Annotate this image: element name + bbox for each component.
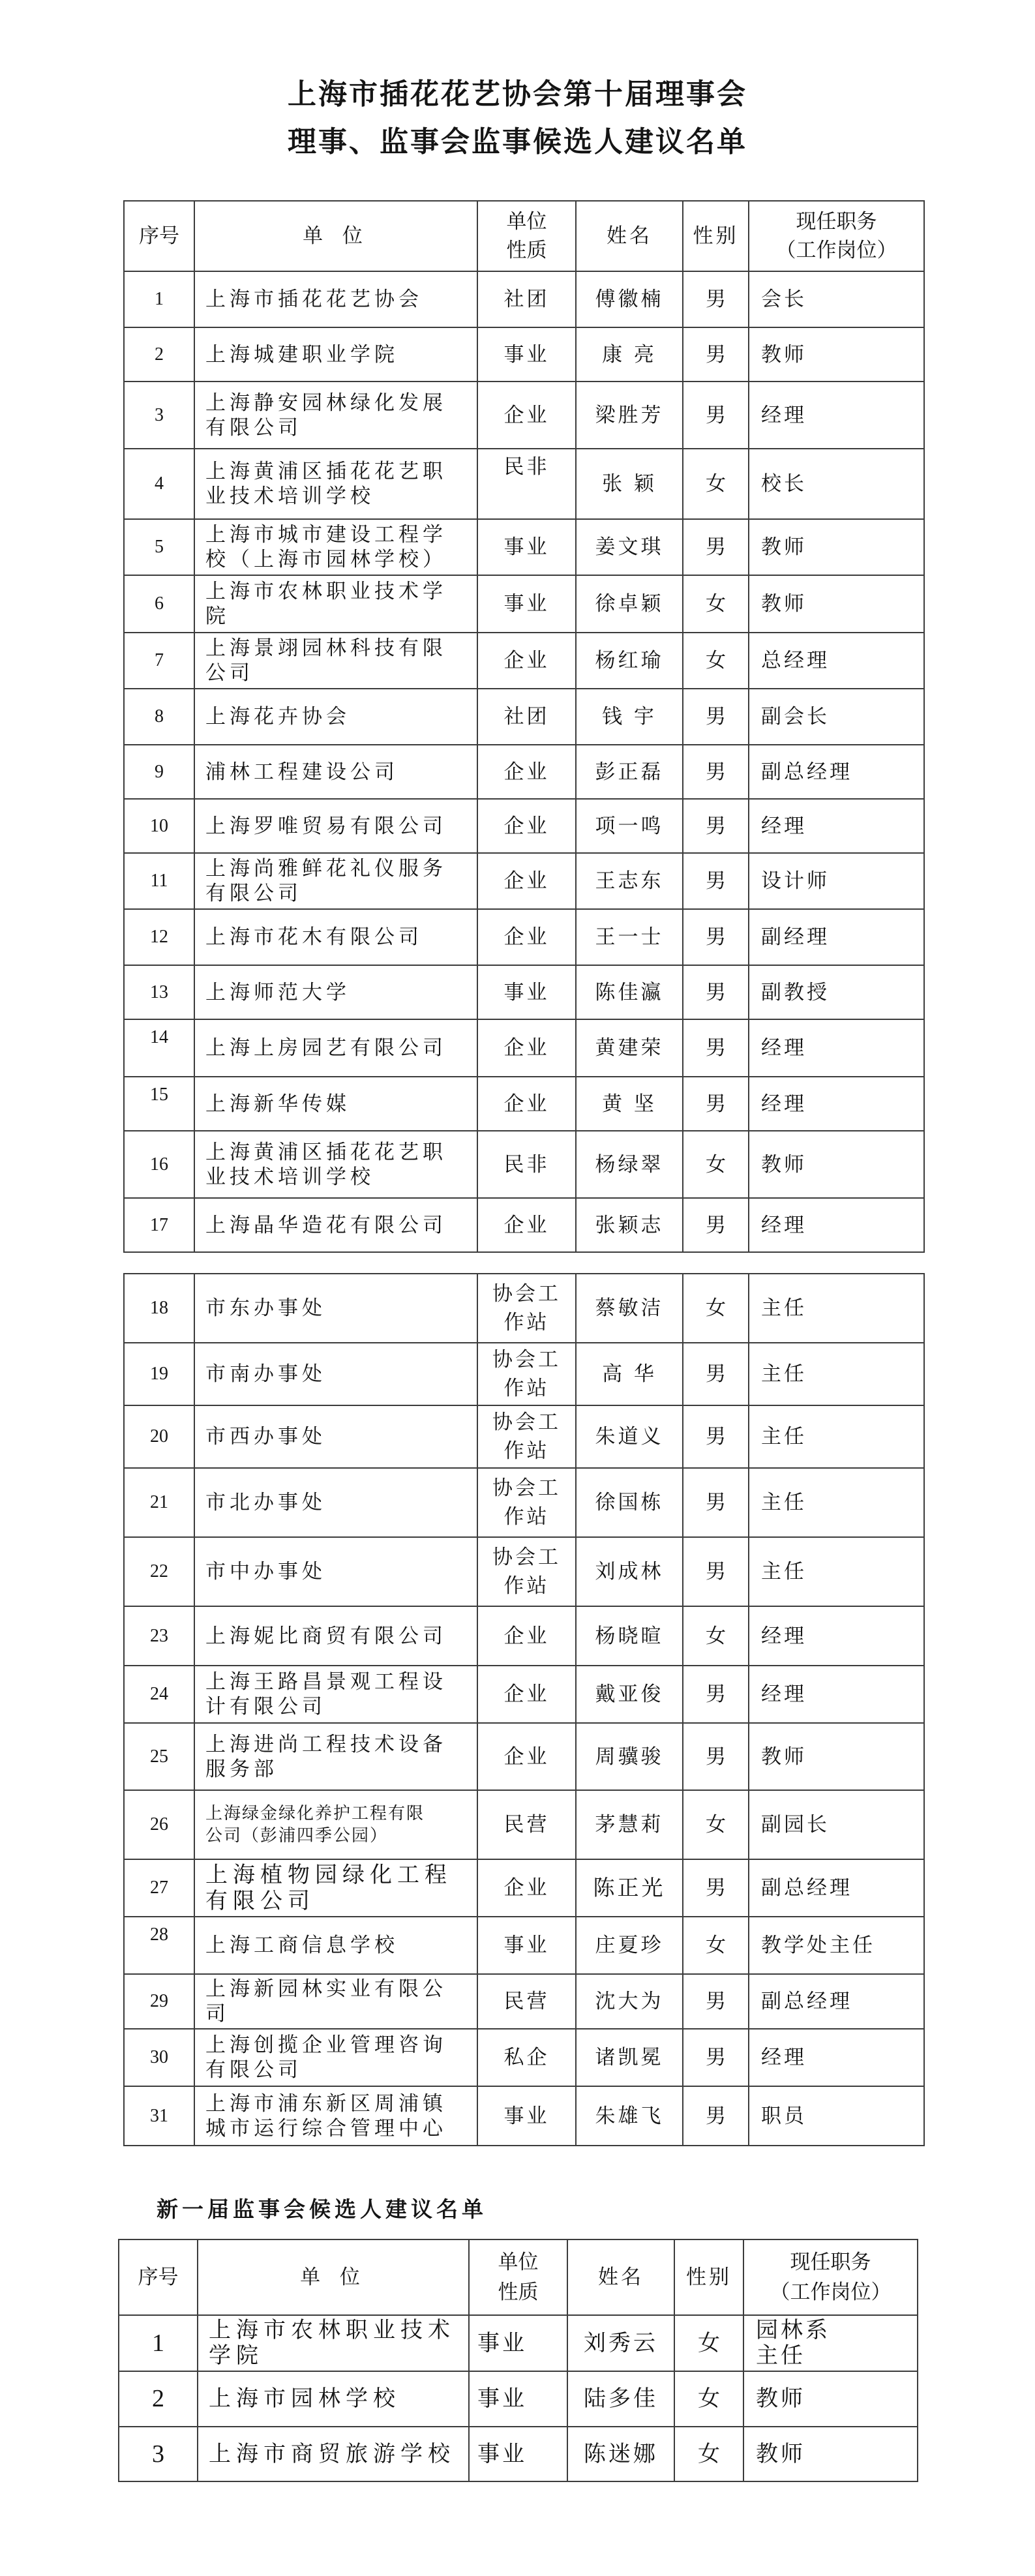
cell-unit: 市西办事处 (194, 1405, 477, 1468)
table-row (124, 1343, 924, 1405)
cell-unit: 市东办事处 (194, 1274, 477, 1343)
header-row (124, 201, 924, 271)
cell-unit: 上海市浦东新区周浦镇 城市运行综合管理中心 (194, 2086, 477, 2146)
cell-unit: 上海城建职业学院 (194, 327, 477, 382)
table-row (124, 2086, 924, 2146)
cell-position: 教师 (749, 327, 924, 382)
cell-gender: 女 (683, 1131, 749, 1198)
cell-index: 28 (124, 1917, 194, 1974)
cell-name: 彭正磊 (576, 745, 683, 799)
cell-unit-nature: 民非 (477, 1131, 576, 1198)
cell-index: 13 (124, 965, 194, 1019)
cell-unit: 上海市城市建设工程学 校（上海市园林学校） (194, 519, 477, 575)
cell-position: 总经理 (749, 633, 924, 689)
cell-unit: 上海新园林实业有限公 司 (194, 1974, 477, 2029)
cell-position: 经理 (749, 1606, 924, 1666)
header-index: 序号 (119, 2239, 198, 2315)
table-row (124, 1666, 924, 1723)
cell-gender: 男 (683, 1666, 749, 1723)
header-position: 现任职务 （工作岗位） (743, 2239, 918, 2315)
cell-name: 梁胜芳 (576, 382, 683, 449)
cell-position: 设计师 (749, 853, 924, 909)
cell-unit-nature: 企业 (477, 1723, 576, 1790)
table-row (124, 327, 924, 382)
table-row (124, 1077, 924, 1131)
cell-unit: 上海市农林职业技术 学院 (198, 2315, 469, 2371)
cell-unit-nature: 协会工 作站 (477, 1537, 576, 1606)
cell-unit: 上海景翊园林科技有限 公司 (194, 633, 477, 689)
cell-unit-nature: 事业 (477, 327, 576, 382)
cell-unit-nature: 民营 (477, 1790, 576, 1859)
cell-index: 8 (124, 689, 194, 745)
cell-position: 教师 (743, 2371, 918, 2427)
cell-gender: 男 (683, 799, 749, 853)
cell-unit-nature: 企业 (477, 853, 576, 909)
cell-name: 茅慧莉 (576, 1790, 683, 1859)
cell-index: 17 (124, 1198, 194, 1252)
cell-gender: 男 (683, 1198, 749, 1252)
cell-unit-nature: 私企 (477, 2029, 576, 2086)
cell-index: 2 (119, 2371, 198, 2427)
cell-unit: 上海尚雅鲜花礼仪服务 有限公司 (194, 853, 477, 909)
cell-index: 31 (124, 2086, 194, 2146)
table-row (119, 2371, 918, 2427)
cell-name: 戴亚俊 (576, 1666, 683, 1723)
table-header (124, 201, 924, 271)
cell-position: 教师 (749, 575, 924, 633)
cell-position: 副园长 (749, 1790, 924, 1859)
cell-gender: 男 (683, 1974, 749, 2029)
cell-index: 1 (124, 271, 194, 327)
cell-unit: 上海上房园艺有限公司 (194, 1019, 477, 1077)
cell-gender: 男 (683, 2029, 749, 2086)
supervisor-candidate-table (118, 2239, 918, 2482)
cell-unit: 上海创揽企业管理咨询 有限公司 (194, 2029, 477, 2086)
cell-unit: 上海黄浦区插花花艺职 业技术培训学校 (194, 1131, 477, 1198)
cell-unit: 上海晶华造花有限公司 (194, 1198, 477, 1252)
cell-index: 26 (124, 1790, 194, 1859)
header-index: 序号 (124, 201, 194, 271)
cell-index: 3 (124, 382, 194, 449)
cell-gender: 男 (683, 2086, 749, 2146)
cell-name: 张颖志 (576, 1198, 683, 1252)
table-row (124, 575, 924, 633)
cell-name: 黄建荣 (576, 1019, 683, 1077)
cell-name: 王志东 (576, 853, 683, 909)
cell-unit: 上海市商贸旅游学校 (198, 2427, 469, 2481)
cell-gender: 男 (683, 1468, 749, 1537)
cell-gender: 男 (683, 327, 749, 382)
table-row (124, 1723, 924, 1790)
cell-gender: 男 (683, 1077, 749, 1131)
table-row (124, 1019, 924, 1077)
cell-unit: 上海市园林学校 (198, 2371, 469, 2427)
cell-gender: 男 (683, 745, 749, 799)
cell-position: 经理 (749, 799, 924, 853)
cell-unit: 市北办事处 (194, 1468, 477, 1537)
table-row (124, 909, 924, 965)
cell-unit-nature: 企业 (477, 1859, 576, 1917)
header-row (119, 2239, 918, 2315)
document-title-line2: 理事、监事会监事候选人建议名单 (288, 125, 747, 158)
table-row (124, 965, 924, 1019)
cell-gender: 女 (674, 2371, 743, 2427)
cell-name: 徐卓颖 (576, 575, 683, 633)
cell-unit-nature: 事业 (477, 519, 576, 575)
cell-gender: 女 (683, 1917, 749, 1974)
cell-gender: 男 (683, 689, 749, 745)
header-gender: 性别 (683, 201, 749, 271)
cell-gender: 女 (674, 2315, 743, 2371)
cell-position: 校长 (749, 449, 924, 519)
table-row (124, 271, 924, 327)
cell-gender: 女 (683, 1790, 749, 1859)
cell-unit-nature: 事业 (469, 2427, 567, 2481)
cell-name: 陈迷娜 (567, 2427, 674, 2481)
table-row (124, 1131, 924, 1198)
header-unit: 单 位 (198, 2239, 469, 2315)
cell-index: 2 (124, 327, 194, 382)
cell-index: 12 (124, 909, 194, 965)
cell-name: 钱 宇 (576, 689, 683, 745)
cell-position: 主任 (749, 1468, 924, 1537)
cell-index: 9 (124, 745, 194, 799)
table-row (124, 1606, 924, 1666)
cell-name: 黄 坚 (576, 1077, 683, 1131)
cell-index: 24 (124, 1666, 194, 1723)
cell-unit-nature: 企业 (477, 382, 576, 449)
cell-position: 副教授 (749, 965, 924, 1019)
cell-unit-nature: 企业 (477, 799, 576, 853)
cell-position: 教师 (743, 2427, 918, 2481)
cell-gender: 男 (683, 1405, 749, 1468)
cell-name: 陈佳瀛 (576, 965, 683, 1019)
cell-gender: 女 (674, 2427, 743, 2481)
table-row (124, 1198, 924, 1252)
cell-gender: 女 (683, 449, 749, 519)
cell-index: 16 (124, 1131, 194, 1198)
cell-gender: 男 (683, 909, 749, 965)
cell-unit-nature: 事业 (477, 1917, 576, 1974)
header-name: 姓名 (567, 2239, 674, 2315)
table-row (124, 1859, 924, 1917)
cell-unit-nature: 协会工 作站 (477, 1405, 576, 1468)
cell-unit-nature: 企业 (477, 1666, 576, 1723)
cell-index: 11 (124, 853, 194, 909)
table-row (124, 745, 924, 799)
cell-name: 杨绿翠 (576, 1131, 683, 1198)
table-row (124, 853, 924, 909)
cell-index: 7 (124, 633, 194, 689)
table-row (119, 2315, 918, 2371)
cell-name: 康 亮 (576, 327, 683, 382)
cell-position: 副总经理 (749, 745, 924, 799)
cell-unit: 上海市插花花艺协会 (194, 271, 477, 327)
table-row (124, 1974, 924, 2029)
header-gender: 性别 (674, 2239, 743, 2315)
cell-unit-nature: 企业 (477, 909, 576, 965)
table-body (124, 271, 924, 1252)
cell-unit: 上海市花木有限公司 (194, 909, 477, 965)
cell-unit-nature: 事业 (477, 575, 576, 633)
cell-unit: 上海师范大学 (194, 965, 477, 1019)
cell-name: 庄夏珍 (576, 1917, 683, 1974)
cell-index: 5 (124, 519, 194, 575)
cell-unit-nature: 协会工 作站 (477, 1274, 576, 1343)
table-row (119, 2427, 918, 2481)
cell-name: 刘成林 (576, 1537, 683, 1606)
cell-name: 高 华 (576, 1343, 683, 1405)
cell-name: 朱雄飞 (576, 2086, 683, 2146)
cell-name: 朱道义 (576, 1405, 683, 1468)
table-row (124, 799, 924, 853)
cell-name: 姜文琪 (576, 519, 683, 575)
cell-index: 29 (124, 1974, 194, 2029)
cell-position: 园林系 主任 (743, 2315, 918, 2371)
cell-unit: 上海工商信息学校 (194, 1917, 477, 1974)
cell-unit: 上海黄浦区插花花艺职 业技术培训学校 (194, 449, 477, 519)
cell-index: 3 (119, 2427, 198, 2481)
cell-index: 21 (124, 1468, 194, 1537)
header-unit: 单 位 (194, 201, 477, 271)
cell-unit-nature: 企业 (477, 1019, 576, 1077)
cell-unit: 上海罗唯贸易有限公司 (194, 799, 477, 853)
cell-unit: 市南办事处 (194, 1343, 477, 1405)
cell-gender: 男 (683, 1723, 749, 1790)
header-unit-nature: 单位 性质 (477, 201, 576, 271)
cell-position: 副会长 (749, 689, 924, 745)
cell-unit-nature: 事业 (469, 2371, 567, 2427)
cell-index: 15 (124, 1077, 194, 1131)
cell-index: 14 (124, 1019, 194, 1077)
cell-gender: 男 (683, 1859, 749, 1917)
cell-gender: 男 (683, 1537, 749, 1606)
cell-index: 22 (124, 1537, 194, 1606)
cell-index: 4 (124, 449, 194, 519)
cell-index: 25 (124, 1723, 194, 1790)
cell-unit-nature: 协会工 作站 (477, 1468, 576, 1537)
cell-position: 主任 (749, 1405, 924, 1468)
cell-gender: 男 (683, 1019, 749, 1077)
cell-unit: 浦林工程建设公司 (194, 745, 477, 799)
cell-name: 诸凯冕 (576, 2029, 683, 2086)
table-row (124, 449, 924, 519)
header-unit-nature: 单位 性质 (469, 2239, 567, 2315)
cell-index: 30 (124, 2029, 194, 2086)
cell-name: 刘秀云 (567, 2315, 674, 2371)
cell-index: 27 (124, 1859, 194, 1917)
cell-position: 教师 (749, 1723, 924, 1790)
cell-index: 23 (124, 1606, 194, 1666)
cell-name: 张 颖 (576, 449, 683, 519)
table-row (124, 633, 924, 689)
cell-gender: 男 (683, 965, 749, 1019)
table-row (124, 1917, 924, 1974)
cell-position: 经理 (749, 1666, 924, 1723)
cell-unit-nature: 民营 (477, 1974, 576, 2029)
table-header (119, 2239, 918, 2315)
cell-unit-nature: 事业 (477, 2086, 576, 2146)
table-row (124, 1405, 924, 1468)
cell-index: 1 (119, 2315, 198, 2371)
cell-unit-nature: 企业 (477, 1198, 576, 1252)
cell-name: 陈正光 (576, 1859, 683, 1917)
table-row (124, 1790, 924, 1859)
table-row (124, 689, 924, 745)
cell-unit: 市中办事处 (194, 1537, 477, 1606)
cell-position: 副总经理 (749, 1974, 924, 2029)
cell-name: 王一士 (576, 909, 683, 965)
cell-position: 主任 (749, 1274, 924, 1343)
cell-gender: 男 (683, 1343, 749, 1405)
cell-unit: 上海静安园林绿化发展 有限公司 (194, 382, 477, 449)
cell-position: 副经理 (749, 909, 924, 965)
cell-position: 教师 (749, 1131, 924, 1198)
cell-unit-nature: 企业 (477, 1606, 576, 1666)
cell-unit: 上海植物园绿化工程 有限公司 (194, 1859, 477, 1917)
cell-unit: 上海王路昌景观工程设 计有限公司 (194, 1666, 477, 1723)
supervisor-section-title: 新一届监事会候选人建议名单 (157, 2196, 487, 2222)
cell-unit-nature: 民非 (477, 449, 576, 519)
cell-position: 经理 (749, 1198, 924, 1252)
cell-unit-nature: 事业 (469, 2315, 567, 2371)
cell-position: 会长 (749, 271, 924, 327)
cell-unit-nature: 事业 (477, 965, 576, 1019)
cell-unit: 上海新华传媒 (194, 1077, 477, 1131)
cell-position: 主任 (749, 1343, 924, 1405)
cell-name: 杨晓暄 (576, 1606, 683, 1666)
cell-name: 徐国栋 (576, 1468, 683, 1537)
table-row (124, 382, 924, 449)
cell-gender: 女 (683, 575, 749, 633)
cell-position: 职员 (749, 2086, 924, 2146)
cell-position: 副总经理 (749, 1859, 924, 1917)
table-row (124, 1274, 924, 1343)
cell-name: 傅徽楠 (576, 271, 683, 327)
table-body (119, 2315, 918, 2481)
cell-position: 经理 (749, 1019, 924, 1077)
cell-position: 主任 (749, 1537, 924, 1606)
cell-index: 19 (124, 1343, 194, 1405)
table-row (124, 519, 924, 575)
cell-unit: 上海妮比商贸有限公司 (194, 1606, 477, 1666)
cell-gender: 男 (683, 271, 749, 327)
cell-unit: 上海绿金绿化养护工程有限 公司（彭浦四季公园） (194, 1790, 477, 1859)
document-title (0, 70, 1035, 166)
cell-index: 18 (124, 1274, 194, 1343)
cell-gender: 女 (683, 633, 749, 689)
cell-unit: 上海市农林职业技术学 院 (194, 575, 477, 633)
council-candidate-table (123, 200, 925, 1253)
header-position: 现任职务 （工作岗位） (749, 201, 924, 271)
cell-name: 蔡敏洁 (576, 1274, 683, 1343)
cell-name: 杨红瑜 (576, 633, 683, 689)
cell-index: 6 (124, 575, 194, 633)
cell-name: 项一鸣 (576, 799, 683, 853)
cell-position: 教师 (749, 519, 924, 575)
cell-name: 周骥骏 (576, 1723, 683, 1790)
cell-position: 经理 (749, 382, 924, 449)
cell-unit-nature: 企业 (477, 1077, 576, 1131)
cell-unit-nature: 协会工 作站 (477, 1343, 576, 1405)
cell-unit-nature: 企业 (477, 745, 576, 799)
table-row (124, 1537, 924, 1606)
table-row (124, 1468, 924, 1537)
cell-index: 20 (124, 1405, 194, 1468)
council-candidate-table-continued (123, 1273, 925, 2146)
cell-name: 陆多佳 (567, 2371, 674, 2427)
cell-unit-nature: 企业 (477, 633, 576, 689)
cell-unit: 上海进尚工程技术设备 服务部 (194, 1723, 477, 1790)
cell-position: 教学处主任 (749, 1917, 924, 1974)
table-row (124, 2029, 924, 2086)
cell-gender: 男 (683, 853, 749, 909)
cell-gender: 男 (683, 382, 749, 449)
table-body (124, 1274, 924, 2146)
cell-gender: 男 (683, 519, 749, 575)
cell-name: 沈大为 (576, 1974, 683, 2029)
cell-gender: 女 (683, 1274, 749, 1343)
cell-gender: 女 (683, 1606, 749, 1666)
cell-unit: 上海花卉协会 (194, 689, 477, 745)
cell-unit-nature: 社团 (477, 689, 576, 745)
cell-unit-nature: 社团 (477, 271, 576, 327)
cell-position: 经理 (749, 1077, 924, 1131)
cell-index: 10 (124, 799, 194, 853)
header-name: 姓名 (576, 201, 683, 271)
cell-position: 经理 (749, 2029, 924, 2086)
document-title-line1: 上海市插花花艺协会第十届理事会 (288, 78, 747, 111)
